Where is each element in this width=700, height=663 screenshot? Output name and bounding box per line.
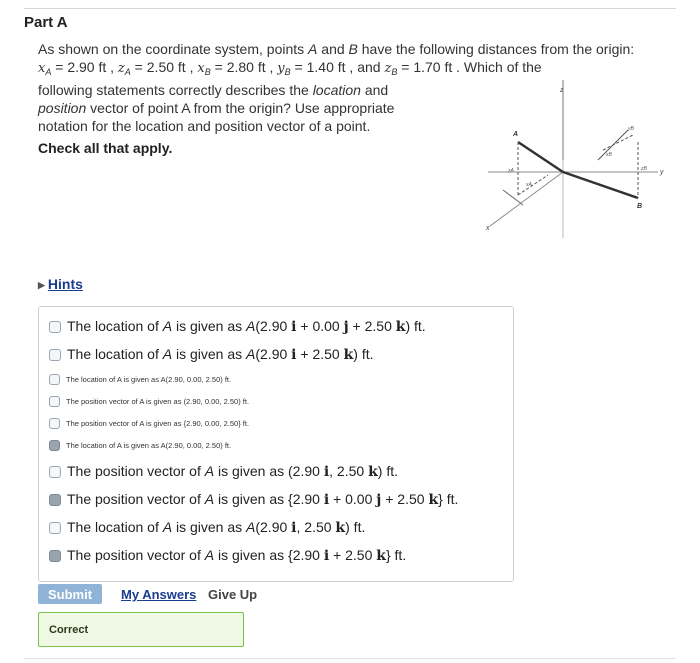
xB-label: xB xyxy=(606,152,612,158)
choice-item[interactable] xyxy=(49,491,458,508)
checkbox[interactable] xyxy=(49,522,61,534)
choice-label: The position vector of A is given as (2.90 i, 2.50 k) ft. xyxy=(67,463,399,480)
feedback-status: Correct xyxy=(49,624,89,636)
position-vector-B xyxy=(563,172,638,198)
checkbox[interactable] xyxy=(49,396,60,407)
y-axis-label: y xyxy=(660,169,664,176)
checkbox[interactable] xyxy=(49,349,61,361)
xA-guide xyxy=(518,175,548,195)
part-title: Part A xyxy=(24,14,68,31)
x-axis xyxy=(490,172,563,226)
hints-toggle[interactable]: ▶ Hints xyxy=(38,276,83,292)
check-all-instruction: Check all that apply. xyxy=(38,140,173,156)
choice-label: The location of A is given as A(2.90 i + 2.50 k) ft. xyxy=(67,346,374,363)
coordinate-figure xyxy=(478,80,678,240)
x-axis-label: x xyxy=(486,225,490,232)
zA-label: zA xyxy=(508,168,514,174)
caret-right-icon: ▶ xyxy=(38,280,45,290)
choice-item[interactable] xyxy=(49,547,406,564)
position-vector-A xyxy=(518,142,563,172)
choice-label: The position vector of A is given as {2.90 i + 2.50 k} ft. xyxy=(67,547,407,564)
checkbox[interactable] xyxy=(49,374,60,385)
z-axis-label: z xyxy=(560,87,564,94)
give-up-link[interactable]: Give Up xyxy=(208,587,258,602)
xA-label: xA xyxy=(526,182,532,188)
choice-label: The location of A is given as A(2.90, 0.00, 2.50) ft. xyxy=(66,375,232,384)
choice-item[interactable] xyxy=(49,463,398,480)
problem-line-5: notation for the location and position vector of a point. xyxy=(38,118,371,134)
my-answers-link[interactable]: My Answers xyxy=(121,587,197,602)
choice-item[interactable] xyxy=(49,318,426,335)
xA-dim xyxy=(503,190,523,205)
choice-label: The position vector of A is given as (2.90, 0.00, 2.50) ft. xyxy=(66,397,250,406)
bottom-divider xyxy=(24,658,676,659)
yB-label: yB xyxy=(628,126,634,132)
problem-line-2: $x_A = 2.90$ ft , $z_A = 2.50$ ft , $x_B = 2.80$ ft , $y_B = 1.40$ ft , and $z_B = 1.70$ ft . Which of the xyxy=(38,59,542,77)
point-B-label: B xyxy=(637,203,643,210)
checkbox[interactable] xyxy=(49,321,61,333)
choice-item[interactable] xyxy=(49,440,231,451)
checkbox-checked[interactable] xyxy=(49,494,61,506)
choice-item[interactable] xyxy=(49,418,249,429)
problem-line-4: position vector of point A from the origin? Use appropriate xyxy=(38,100,395,116)
point-A-label: A xyxy=(513,131,519,138)
xB-guide xyxy=(603,135,633,150)
feedback-correct xyxy=(38,612,244,647)
top-divider xyxy=(24,8,676,9)
choice-label: The location of A is given as A(2.90 i, 2.50 k) ft. xyxy=(67,519,366,536)
choice-label: The location of A is given as A(2.90, 0.00, 2.50) ft. xyxy=(66,441,232,450)
choices-panel xyxy=(38,306,514,582)
choice-item[interactable] xyxy=(49,346,374,363)
choice-label: The position vector of A is given as {2.90, 0.00, 2.50} ft. xyxy=(66,419,250,428)
submit-button[interactable]: Submit xyxy=(38,584,102,604)
choice-label: The location of A is given as A(2.90 i + 0.00 j + 2.50 k) ft. xyxy=(67,318,426,335)
choice-label: The position vector of A is given as {2.90 i + 0.00 j + 2.50 k} ft. xyxy=(67,491,459,508)
problem-line-1: As shown on the coordinate system, points A and B have the following distances from the origin: xyxy=(38,41,635,57)
choice-item[interactable] xyxy=(49,519,365,536)
checkbox[interactable] xyxy=(49,466,61,478)
choice-item[interactable] xyxy=(49,374,231,385)
checkbox[interactable] xyxy=(49,418,60,429)
checkbox-checked[interactable] xyxy=(49,550,61,562)
choice-item[interactable] xyxy=(49,396,249,407)
zB-label: zB xyxy=(641,166,647,172)
problem-line-3: following statements correctly describes the location and xyxy=(38,82,389,98)
checkbox-checked[interactable] xyxy=(49,440,60,451)
